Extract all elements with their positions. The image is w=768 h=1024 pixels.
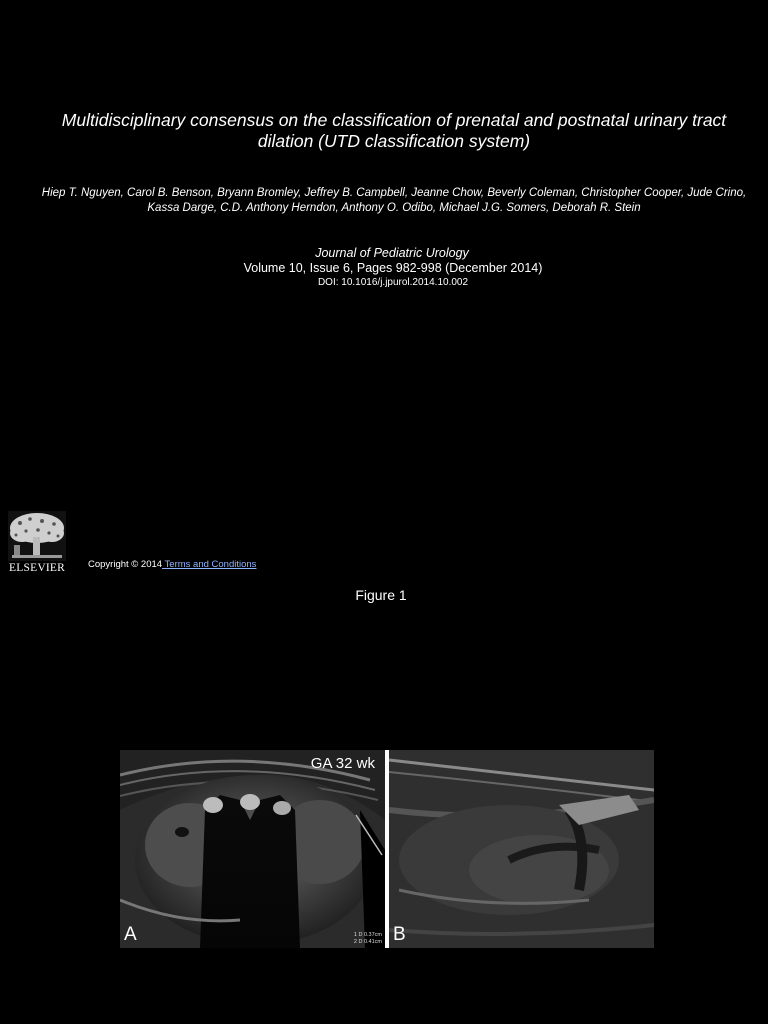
ultrasound-figure [120,750,654,948]
journal-name: Journal of Pediatric Urology [315,246,469,260]
measurement-readout [354,932,382,946]
copyright-text: Copyright © 2014 [88,559,163,570]
postnatal-ultrasound-image [389,750,654,948]
measurement-1: 1 D 0.37cm [353,932,382,938]
ultrasound-panel-a [120,750,385,948]
article-title: Multidisciplinary consensus on the classification of prenatal and postnatal urinary tract dilation (UTD classification system) [61,110,727,151]
prenatal-ultrasound-image [120,750,385,948]
doi-text[interactable]: DOI: 10.1016/j.jpurol.2014.10.002 [317,277,469,288]
terms-link[interactable]: Terms and Conditions [162,559,257,570]
elsevier-logo [8,511,66,575]
copyright-line [88,559,256,571]
panel-a-letter: A [124,924,137,945]
elsevier-wordmark: ELSEVIER [9,562,65,574]
volume-info: Volume 10, Issue 6, Pages 982-998 (December 2014) [243,261,543,275]
panel-b-letter: B [393,924,406,945]
figure-label: Figure 1 [355,587,407,603]
ultrasound-panel-b [389,750,654,948]
measurement-2: 2 D 0.41cm [353,939,382,945]
gestational-age-label: GA 32 wk [310,755,375,772]
tree-icon [8,511,66,561]
author-list: Hiep T. Nguyen, Carol B. Benson, Bryann Bromley, Jeffrey B. Campbell, Jeanne Chow, Beverly Coleman, Christopher Cooper, Jude Crino, Kassa Darge, C.D. Anthony Herndon, Anthony O. Odibo, Michael J.G. Somers, Deborah R. Stein [41,187,747,214]
